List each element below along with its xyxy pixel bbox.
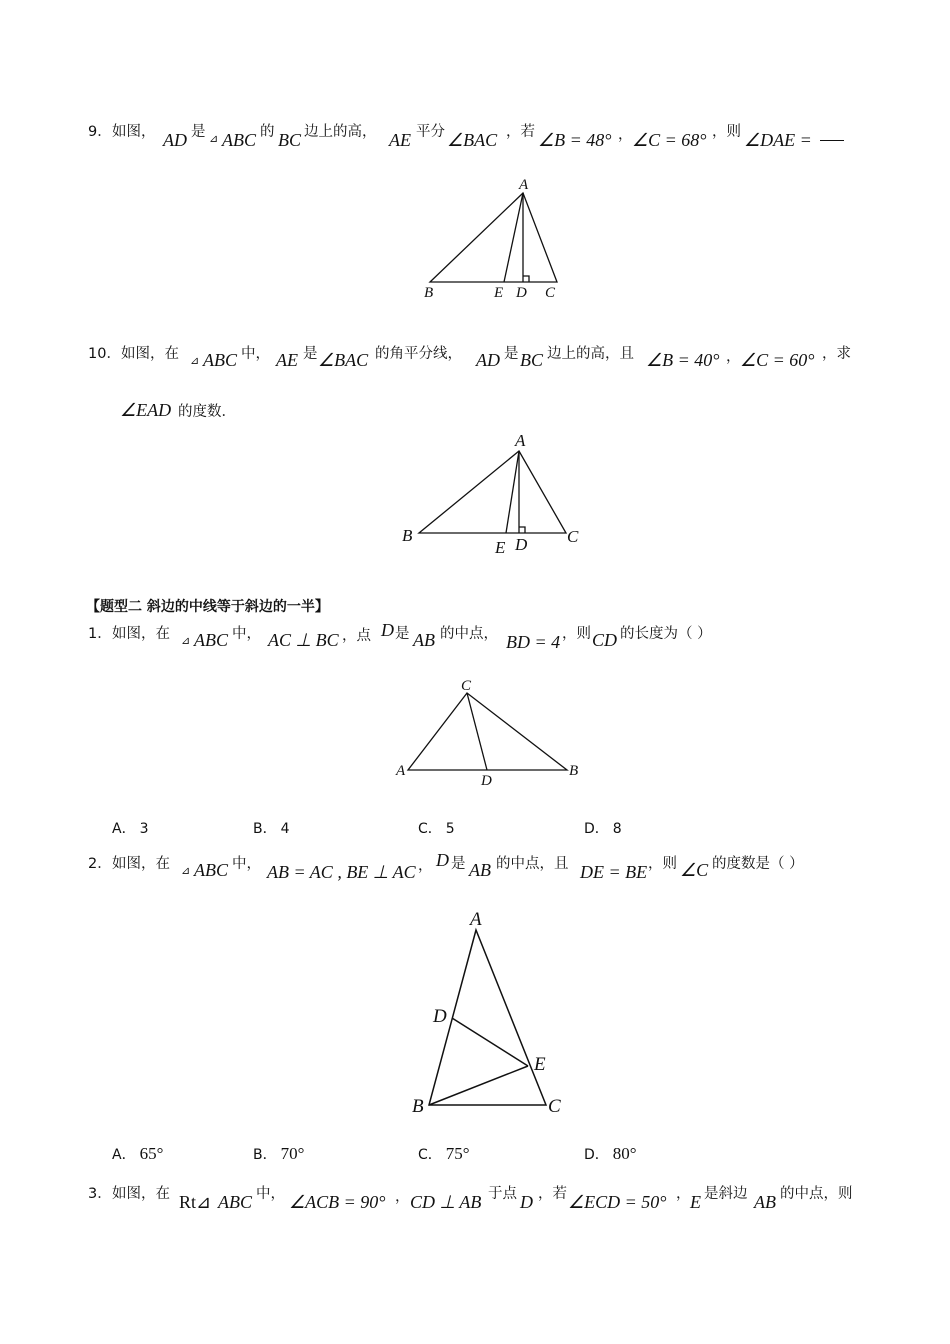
s2q1-math: AC ⊥ BC bbox=[268, 630, 339, 650]
s2q1-label-A: A bbox=[396, 763, 406, 779]
s2q2-text: 的度数是（ ） bbox=[712, 856, 804, 872]
q10-math: ∠C = 60° bbox=[740, 350, 815, 370]
q10-right-angle-mark bbox=[519, 527, 525, 533]
s2q3-text: ， bbox=[395, 1189, 410, 1205]
s2q2-text: ， bbox=[418, 858, 433, 874]
option-letter: A． bbox=[112, 1147, 136, 1163]
s2q2-label-C: C bbox=[548, 1096, 561, 1117]
s2q2-triangle bbox=[429, 930, 546, 1105]
s2q1-text: 是 bbox=[395, 626, 410, 642]
s2q1-label-D: D bbox=[481, 773, 492, 789]
q9-bisector-AE bbox=[504, 193, 523, 282]
option-letter: D． bbox=[584, 1147, 609, 1163]
s2q1-text: ，则 bbox=[562, 626, 591, 642]
s2q2-options bbox=[0, 1142, 950, 1182]
q10-math: BC bbox=[520, 350, 544, 370]
q9-math: ∠C = 68° bbox=[632, 130, 707, 150]
s2q2-label-B: B bbox=[412, 1096, 424, 1117]
q9-math: BC bbox=[278, 130, 302, 150]
s2q3-math: ∠ECD = 50° bbox=[568, 1192, 667, 1212]
q9-math: AD bbox=[163, 130, 187, 150]
q10-number: 10． bbox=[88, 346, 121, 362]
s2q2-option-a[interactable] bbox=[112, 1144, 163, 1164]
q9-label-C: C bbox=[545, 285, 556, 301]
q9-text: ，若 bbox=[506, 124, 535, 140]
s2q1-math: D bbox=[381, 620, 394, 640]
q10-text: 是 bbox=[303, 346, 318, 362]
q9-math: ∠B = 48° bbox=[538, 130, 612, 150]
q9-label-D: D bbox=[516, 285, 527, 301]
q9-text: ，则 bbox=[712, 124, 741, 140]
q9-text: 平分 bbox=[416, 124, 445, 140]
s2q1-text: 的中点， bbox=[440, 626, 498, 642]
s2q3-text: 于点 bbox=[488, 1186, 517, 1202]
q9-math: ∠DAE = bbox=[744, 130, 812, 150]
option-value: 8 bbox=[612, 821, 622, 837]
s2q1-label-C: C bbox=[461, 678, 472, 694]
s2q2-text: 如图，在 bbox=[112, 856, 170, 872]
s2q1-number: 1． bbox=[88, 626, 112, 642]
s2q3-text: 中， bbox=[256, 1186, 285, 1202]
q10-math: ⊿ bbox=[190, 355, 200, 367]
s2q2-math: ⊿ bbox=[181, 865, 191, 877]
s2q2-number: 2． bbox=[88, 856, 112, 872]
s2-question-3 bbox=[0, 1180, 950, 1220]
q10-text: ， bbox=[726, 349, 741, 365]
option-value: 65° bbox=[139, 1144, 164, 1163]
s2q1-math: AB bbox=[413, 630, 435, 650]
s2q2-option-d[interactable] bbox=[584, 1144, 637, 1164]
q9-text: 边上的高， bbox=[304, 124, 377, 140]
q9-math: ⊿ bbox=[209, 133, 219, 145]
s2q1-text: 如图，在 bbox=[112, 626, 170, 642]
s2q2-math: ABC bbox=[194, 860, 228, 880]
q10-math: ∠EAD bbox=[120, 400, 172, 420]
q10-triangle bbox=[419, 451, 566, 533]
q9-number: 9． bbox=[88, 124, 112, 140]
s2q1-math: ⊿ bbox=[181, 635, 191, 647]
q9-text: ， bbox=[618, 127, 633, 143]
s2q1-math: CD bbox=[592, 630, 618, 650]
q10-label-E: E bbox=[495, 538, 506, 557]
s2q3-math: ∠ACB = 90° bbox=[289, 1192, 386, 1212]
q10-text: 边上的高，且 bbox=[547, 346, 634, 362]
s2q1-text: 的长度为（ ） bbox=[620, 626, 712, 642]
s2q2-text: ，则 bbox=[648, 856, 677, 872]
s2q1-median-CD bbox=[467, 693, 487, 770]
s2q2-segment-DE bbox=[452, 1018, 528, 1066]
s2q1-option-c[interactable] bbox=[418, 818, 455, 838]
option-letter: D． bbox=[584, 821, 609, 837]
s2q2-label-D: D bbox=[433, 1006, 447, 1027]
option-letter: C． bbox=[418, 821, 442, 837]
q9-answer-blank bbox=[820, 140, 844, 141]
s2q3-math: AB bbox=[754, 1192, 776, 1212]
s2q3-math: E bbox=[690, 1192, 701, 1212]
q10-math: ∠BAC bbox=[318, 350, 369, 370]
q9-math: AE bbox=[389, 130, 411, 150]
s2q3-math: CD ⊥ AB bbox=[410, 1192, 482, 1212]
option-letter: C． bbox=[418, 1147, 442, 1163]
q9-right-angle-mark bbox=[523, 276, 529, 282]
s2q2-math: AB = AC , BE ⊥ AC bbox=[267, 862, 416, 882]
option-value: 80° bbox=[612, 1144, 637, 1163]
s2q2-math: ∠C bbox=[680, 860, 709, 880]
s2q2-label-E: E bbox=[534, 1054, 546, 1075]
q9-text: 的 bbox=[260, 124, 275, 140]
s2q3-number: 3． bbox=[88, 1186, 112, 1202]
s2q3-math: D bbox=[520, 1192, 533, 1212]
option-value: 5 bbox=[445, 821, 455, 837]
s2q1-option-b[interactable] bbox=[253, 818, 290, 838]
q9-label-A: A bbox=[519, 177, 529, 193]
q9-text: 是 bbox=[191, 124, 206, 140]
s2q2-text: 是 bbox=[451, 856, 466, 872]
q10-label-C: C bbox=[567, 527, 579, 546]
s2q3-text: 如图，在 bbox=[112, 1186, 170, 1202]
option-value: 75° bbox=[445, 1144, 470, 1163]
option-letter: B． bbox=[253, 1147, 277, 1163]
q10-text: 是 bbox=[504, 346, 519, 362]
q9-math: ABC bbox=[222, 130, 256, 150]
q10-math: ∠B = 40° bbox=[646, 350, 720, 370]
q10-text: 如图，在 bbox=[121, 346, 179, 362]
option-value: 70° bbox=[280, 1144, 305, 1163]
s2-question-2 bbox=[0, 850, 950, 890]
q10-label-D: D bbox=[515, 535, 528, 554]
option-value: 4 bbox=[280, 821, 290, 837]
s2q2-math: D bbox=[436, 850, 449, 870]
s2q1-option-a[interactable] bbox=[112, 818, 149, 838]
s2q2-math: DE = BE bbox=[580, 862, 648, 882]
q10-math: AE bbox=[276, 350, 298, 370]
option-letter: B． bbox=[253, 821, 277, 837]
q10-text: ，求 bbox=[822, 346, 851, 362]
section-2-title: 【题型二 斜边的中线等于斜边的一半】 bbox=[86, 599, 329, 615]
option-value: 3 bbox=[139, 821, 149, 837]
q10-text: 的角平分线， bbox=[375, 346, 462, 362]
s2q1-option-d[interactable] bbox=[584, 818, 622, 838]
s2q3-text: 的中点，则 bbox=[780, 1186, 853, 1202]
s2q3-text: ， bbox=[676, 1186, 691, 1202]
q9-math: ∠BAC bbox=[447, 130, 498, 150]
q9-text: 如图， bbox=[112, 124, 156, 140]
q9-label-E: E bbox=[494, 285, 504, 301]
q10-math: AD bbox=[476, 350, 500, 370]
s2q2-math: AB bbox=[469, 860, 491, 880]
s2q3-math: Rt⊿ bbox=[179, 1192, 212, 1212]
s2q1-label-B: B bbox=[569, 763, 579, 779]
question-10 bbox=[0, 340, 950, 380]
s2-question-1 bbox=[0, 620, 950, 660]
s2q1-math: ABC bbox=[194, 630, 228, 650]
q10-label-B: B bbox=[402, 526, 413, 545]
question-10-line2 bbox=[0, 396, 950, 436]
s2q3-math: ABC bbox=[218, 1192, 252, 1212]
q10-text: 中， bbox=[241, 346, 270, 362]
s2q2-text: 的中点，且 bbox=[496, 856, 569, 872]
q10-text: 的度数． bbox=[178, 404, 236, 420]
q9-triangle bbox=[430, 193, 557, 282]
s2q1-math: BD = 4 bbox=[506, 632, 561, 652]
s2q2-option-b[interactable] bbox=[253, 1144, 304, 1164]
s2q2-option-c[interactable] bbox=[418, 1144, 470, 1164]
question-9 bbox=[0, 118, 950, 158]
s2q2-segment-BE bbox=[429, 1066, 528, 1105]
q10-label-A: A bbox=[515, 431, 526, 450]
s2q3-text: 是斜边 bbox=[704, 1186, 748, 1202]
q10-math: ABC bbox=[203, 350, 237, 370]
s2q1-triangle bbox=[408, 693, 567, 770]
q10-bisector-AE bbox=[506, 451, 519, 533]
option-letter: A． bbox=[112, 821, 136, 837]
s2q1-text: ，点 bbox=[342, 628, 371, 644]
s2q1-text: 中， bbox=[232, 626, 261, 642]
s2q2-text: 中， bbox=[232, 856, 261, 872]
q9-label-B: B bbox=[424, 285, 434, 301]
s2q2-label-A: A bbox=[470, 909, 482, 930]
s2q3-text: ，若 bbox=[538, 1186, 567, 1202]
